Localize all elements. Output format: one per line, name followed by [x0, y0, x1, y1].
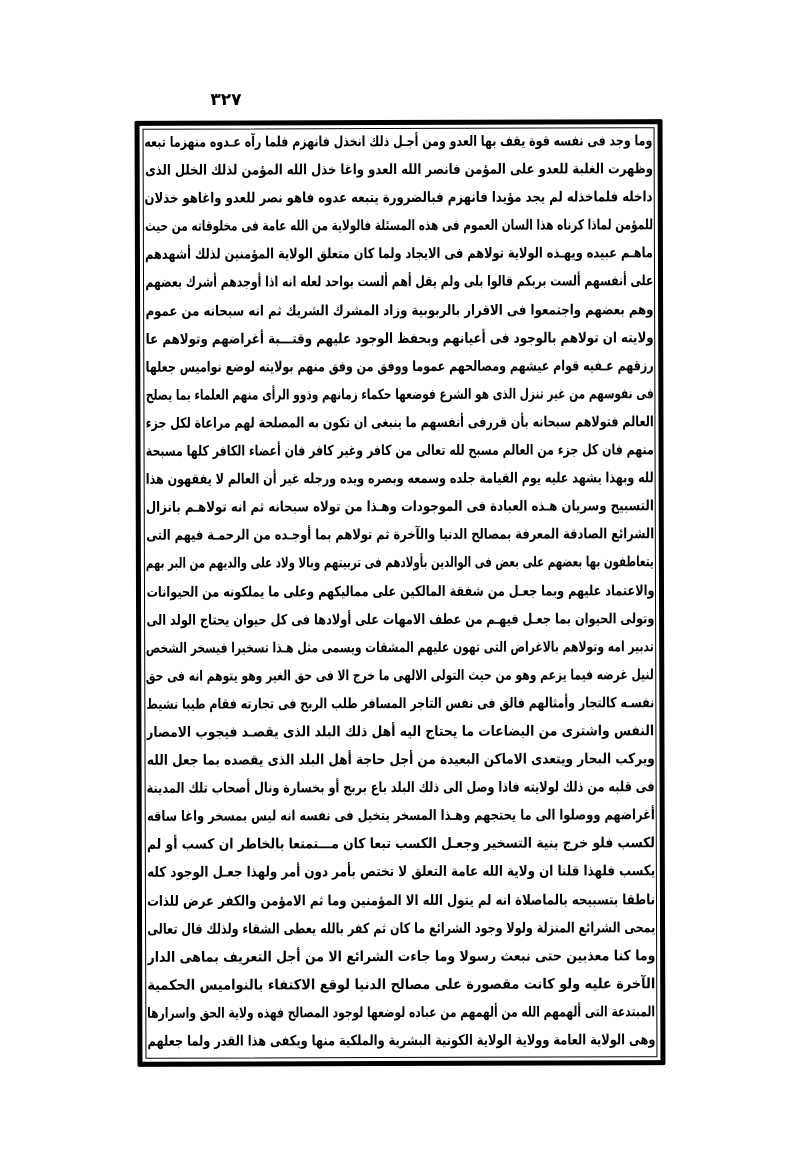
text-line-content: والاعتماد عليهم وبما جعـل من شفقة المالكين على مماليكهم وعلى ما يملكونه من الحيوانات — [146, 582, 655, 601]
text-line — [147, 970, 655, 1000]
text-line-content: الشرائع الصادقة المعرفة بمصالح الدنيا والآخرة ثم تولاهم بما أوجـده من الرحمـة فيهم التى — [145, 526, 654, 545]
text-line-content: للمؤمن لماذا كرناه هذا السان العموم فى هذه المسئلة فالولاية من الله عامة فى مخلوقاته من حيث — [144, 217, 653, 236]
text-line-content: النفس واشترى من البضاعات ما يحتاج اليه أهل ذلك البلد الذى يقصـد فيجوب الامصار — [146, 723, 655, 741]
text-line — [147, 830, 655, 860]
text-line — [146, 521, 654, 551]
text-line-content: وظهرت الغلبة للعدو على المؤمن فانصر الله العدو واغا خذل الله المؤمن لذلك الخلل الذى — [144, 161, 653, 179]
text-line — [145, 408, 653, 438]
text-line-content: وهم بعضهم واجتمعوا فى الاقرار بالربوبية وزاد المشرك الشريك ثم انه سبحانه من عموم — [145, 301, 654, 320]
text-line-content: وهى الولاية العامة وولاية الولاية الكونية البشرية والملكية منها ويكفى هذا القدر ولما جعلهم — [147, 1032, 656, 1050]
text-line-content: نفسـه كالتجار وأمثالهم فالق فى نفس التاجر المسافر طلب الربح فى تجارته فقام طيبا نشيط — [146, 695, 655, 713]
text-line — [146, 464, 654, 494]
text-line-content: داخله فلماخذله لم يجد مؤيدا فانهزم فبالضرورة يتبعه عدوه فاهو نصر للعدو واغاهو خذلان — [144, 189, 653, 207]
text-line — [146, 577, 654, 607]
text-line-content: التسبيح وسريان هـذه العبادة فى الموجودات وهـذا من تولاه سبحانه ثم انه تولاهـم بانزال — [145, 498, 654, 517]
text-line — [147, 998, 655, 1028]
text-line — [145, 155, 653, 185]
text-line — [146, 633, 654, 663]
text-line — [145, 296, 653, 326]
folio-number: ٣٢٧ — [210, 90, 242, 110]
text-line-content: لله وبهذا يشهد عليه يوم القيامة جلده وسمعه وبصره ويده ورجله غير أن العالم لا يفقهون هذا — [145, 470, 654, 488]
text-line-content: وتولى الحيوان بما جعـل فيهـم من عطف الامهات على أولادها فى كل حيوان يحتاج الولد الى — [146, 610, 655, 629]
text-line-content: على أنفسهم ألست بربكم قالوا بلى ولم يقل أهم ألست بواحد لعله انه اذا أوجدهم أشرك بعضهم — [145, 273, 654, 292]
text-line-content: العالم فتولاهم سبحانه بأن قررفى أنفسهم ما ينبغى ان تكون به المصلحة لهم مراعاة لكل جزء — [145, 414, 654, 432]
text-line-content: وما كنا معذبين حتى نبعث رسولا وما جاءت الشرائع الا من أجل التعريف بماهى الدار — [147, 947, 656, 966]
text-line — [147, 914, 655, 944]
text-line — [146, 745, 654, 775]
text-line — [145, 183, 653, 213]
text-line-content: منهم فان كل جزء من العالم مسبح لله تعالى من كافر وغير كافر فان أعضاء الكافر كلها مسبحة — [145, 442, 654, 460]
text-line-content: فى قلبه من ذلك لولايته فاذا وصل الى ذلك البلد باع بربح أو بخسارة ونال أصحاب تلك المدينة — [146, 779, 655, 797]
text-line — [145, 324, 653, 354]
text-line — [145, 380, 653, 410]
text-line — [146, 661, 654, 691]
text-line — [147, 886, 655, 916]
text-line-content: ناطقا بتسبيحه بالماصلاة انه لم يتول الله الا المؤمنين وما ثم الامؤمن والكفر عرض للذات — [147, 891, 655, 910]
text-line-content: يتعاطفون بها بعضهم على بعض فى الوالدين بأولادهم فى تربيتهم وبالا ولاد على والديهم من البر بهم — [145, 554, 654, 573]
text-line-content: المبتدعة التى ألهمهم الله من ألهمهم من عباده لوضعها لوجود المصالح فهذه ولاية الحق واسرارها — [147, 1004, 656, 1022]
text-line — [147, 858, 655, 888]
text-line — [145, 211, 653, 241]
text-line — [146, 549, 654, 579]
text-line — [147, 773, 655, 803]
text-line-content: أغراضهم ووصلوا الى ما يحتجهم وهـذا المسخر يتخيل فى نفسه انه ليس بمسخر واغا ساقه — [146, 807, 655, 826]
text-line-content: لكسب فلو خرج بنية التسخير وجعـل الكسب تبعا كان مـــتمتعا بالخاطر ان كسب أو لم — [146, 835, 655, 854]
text-line — [146, 689, 654, 719]
text-line — [146, 436, 654, 466]
text-line-content: ولايته ان تولاهم بالوجود فى أعيانهم وبحفظ الوجود عليهم وقتـــبة أغراضهم وتولاهم عا — [145, 329, 654, 348]
text-line — [145, 268, 653, 298]
text-line-content: وما وجد فى نفسه قوة يقف بها العدو ومن أجـل ذلك انخذل فانهزم فلما رآه عـدوه منهزما تبعه — [144, 133, 653, 151]
text-line — [147, 801, 655, 831]
text-line — [146, 717, 654, 747]
text-line-content: تدبير امه وتولاهم بالاغراض التى تهون عليهم المشقات ويسمى مثل هـذا تسخيرا فيسخر الشخص — [146, 638, 655, 657]
text-line-content: لنيل غرضه فيما يزعم وهو من حيث التولى الالهى ما خرج الا فى حق الغير وهو يتوهم انه فى حق — [146, 666, 655, 685]
text-line — [145, 127, 653, 157]
text-line — [146, 605, 654, 635]
text-line — [145, 352, 653, 382]
text-line-content: الآخرة عليه ولو كانت مقصورة على مصالح الدنيا لوقع الاكتفاء بالنواميس الحكمية — [147, 976, 656, 994]
text-line-content: فى نفوسهم من غير تنزل الذى هو الشرع فوضعها حكماء زمانهم وذوو الرأى منهم العلماء بما يصلح — [145, 386, 654, 404]
text-line-content: يكسب فلهذا قلنا ان ولاية الله عامة التعلق لا تختص بأمر دون أمر ولهذا جعـل الوجود كله — [146, 863, 655, 882]
text-line-content: ويركب البحار ويتعدى الاماكن البعيدة من أجل حاجة أهل البلد الذى يقصده بما جعل الله — [146, 751, 655, 769]
text-line — [147, 1026, 655, 1056]
text-line — [145, 240, 653, 270]
text-line-content: ماهـم عبيده ويهـذه الولاية تولاهم فى الايجاد ولما كان متعلق الولاية المؤمنين لذلك أشهدهم — [144, 245, 653, 264]
text-line — [147, 942, 655, 972]
text-block — [145, 127, 656, 1059]
text-line-content: رزقهم عـفيه قوام عيشهم ومصالحهم عموما ووفق من وفق منهم بولايته لوضع نواميس جعلها — [145, 357, 654, 376]
text-line-content: يمحى الشرائع المنزلة ولولا وجود الشرائع ما كان ثم كفر بالله يعطى الشقاء ولذلك قال تعالى — [147, 919, 656, 938]
text-line — [146, 492, 654, 522]
